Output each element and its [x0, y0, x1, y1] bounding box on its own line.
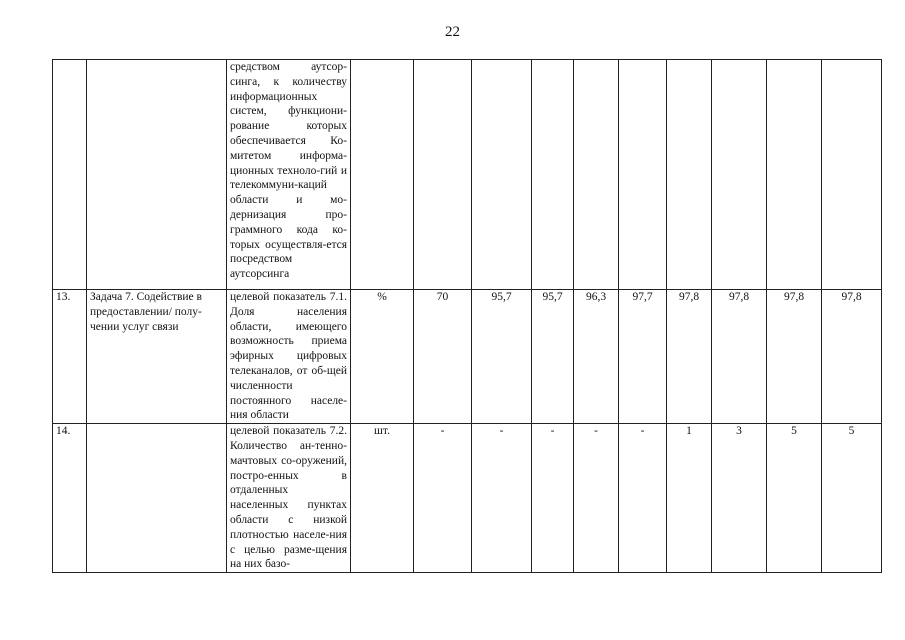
- value-cell: [619, 60, 667, 290]
- row-number-cell: 13.: [53, 290, 87, 424]
- unit-cell: [351, 60, 414, 290]
- task-cell: [87, 424, 227, 573]
- value-cell: 97,7: [619, 290, 667, 424]
- table-row: [53, 424, 882, 573]
- indicator-cell: целевой показатель 7.2. Количество ан-тенно-мачтовых со-оружений, постро-енных в отдаленных населенных пунктах области с низкой плотностью населе-ния с целью разме-щения на них базо-: [227, 424, 351, 573]
- unit-cell: %: [351, 290, 414, 424]
- value-cell: [667, 60, 712, 290]
- value-cell: 97,8: [667, 290, 712, 424]
- table-row: [53, 290, 882, 424]
- value-cell: 5: [822, 424, 882, 573]
- row-number-cell: 14.: [53, 424, 87, 573]
- indicator-cell: целевой показатель 7.1. Доля населения области, имеющего возможность приема эфирных цифровых телеканалов, от об-щей численности постоянного населе-ния области: [227, 290, 351, 424]
- value-cell: 95,7: [472, 290, 532, 424]
- unit-cell: шт.: [351, 424, 414, 573]
- indicator-cell: средством аутсор-синга, к количеству информационных систем, функциони-рование которых обеспечивается Ко-митетом информа-ционных техноло-гий и телекоммуни-каций области и мо-дернизация про-граммного кода ко-торых осуществля-ется посредством аутсорсинга: [227, 60, 351, 290]
- page-number: 22: [445, 24, 460, 40]
- value-cell: [822, 60, 882, 290]
- value-cell: 5: [767, 424, 822, 573]
- row-number-cell: [53, 60, 87, 290]
- value-cell: [472, 60, 532, 290]
- task-cell: Задача 7. Содействие в предоставлении/ полу-чении услуг связи: [87, 290, 227, 424]
- value-cell: [532, 60, 574, 290]
- value-cell: -: [532, 424, 574, 573]
- table-row: [53, 60, 882, 290]
- value-cell: 3: [712, 424, 767, 573]
- value-cell: 70: [414, 290, 472, 424]
- value-cell: -: [574, 424, 619, 573]
- value-cell: [767, 60, 822, 290]
- value-cell: -: [472, 424, 532, 573]
- task-cell: [87, 60, 227, 290]
- indicators-table: [52, 59, 882, 573]
- table-body: [53, 60, 882, 573]
- value-cell: 97,8: [712, 290, 767, 424]
- value-cell: 96,3: [574, 290, 619, 424]
- value-cell: [414, 60, 472, 290]
- value-cell: -: [414, 424, 472, 573]
- value-cell: 97,8: [767, 290, 822, 424]
- value-cell: [712, 60, 767, 290]
- value-cell: 1: [667, 424, 712, 573]
- value-cell: 97,8: [822, 290, 882, 424]
- value-cell: 95,7: [532, 290, 574, 424]
- value-cell: -: [619, 424, 667, 573]
- value-cell: [574, 60, 619, 290]
